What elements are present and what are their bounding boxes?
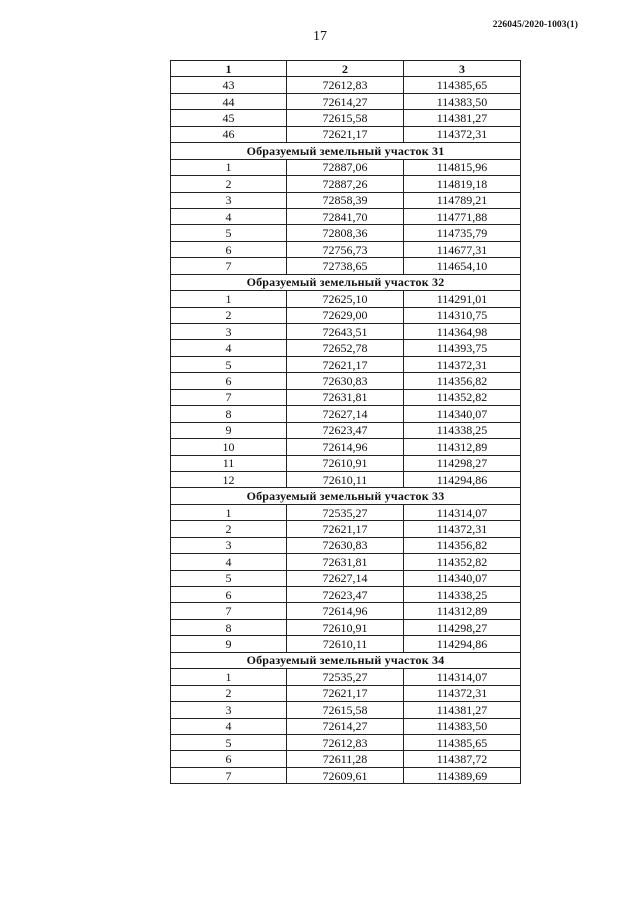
point-number-cell: 7 <box>171 389 287 405</box>
table-row <box>171 77 521 93</box>
point-number-cell: 2 <box>171 521 287 537</box>
table-row <box>171 570 521 586</box>
table-row <box>171 307 521 323</box>
y-coordinate-cell: 114314,07 <box>404 504 521 520</box>
y-coordinate-cell: 114338,25 <box>404 587 521 603</box>
x-coordinate-cell: 72612,83 <box>287 77 404 93</box>
table-row <box>171 373 521 389</box>
page-number: 17 <box>313 29 327 44</box>
y-coordinate-cell: 114312,89 <box>404 439 521 455</box>
table-row <box>171 554 521 570</box>
y-coordinate-cell: 114338,25 <box>404 422 521 438</box>
coordinates-table-body <box>171 61 521 784</box>
x-coordinate-cell: 72610,91 <box>287 619 404 635</box>
x-coordinate-cell: 72630,83 <box>287 537 404 553</box>
point-number-cell: 4 <box>171 340 287 356</box>
y-coordinate-cell: 114387,72 <box>404 751 521 767</box>
point-number-cell: 7 <box>171 603 287 619</box>
y-coordinate-cell: 114771,88 <box>404 208 521 224</box>
table-row <box>171 619 521 635</box>
x-coordinate-cell: 72627,14 <box>287 570 404 586</box>
x-coordinate-cell: 72625,10 <box>287 291 404 307</box>
y-coordinate-cell: 114381,27 <box>404 110 521 126</box>
table-row <box>171 751 521 767</box>
y-coordinate-cell: 114372,31 <box>404 521 521 537</box>
point-number-cell: 2 <box>171 307 287 323</box>
x-coordinate-cell: 72629,00 <box>287 307 404 323</box>
section-title-row <box>171 274 521 290</box>
y-coordinate-cell: 114372,31 <box>404 356 521 372</box>
table-row <box>171 685 521 701</box>
table-row <box>171 767 521 783</box>
y-coordinate-cell: 114383,50 <box>404 718 521 734</box>
table-row <box>171 603 521 619</box>
point-number-cell: 46 <box>171 126 287 142</box>
y-coordinate-cell: 114312,89 <box>404 603 521 619</box>
table-row <box>171 340 521 356</box>
y-coordinate-cell: 114815,96 <box>404 159 521 175</box>
point-number-cell: 9 <box>171 422 287 438</box>
table-header-row <box>171 61 521 77</box>
point-number-cell: 2 <box>171 176 287 192</box>
point-number-cell: 6 <box>171 373 287 389</box>
point-number-cell: 2 <box>171 685 287 701</box>
x-coordinate-cell: 72535,27 <box>287 669 404 685</box>
table-row <box>171 734 521 750</box>
y-coordinate-cell: 114389,69 <box>404 767 521 783</box>
table-row <box>171 471 521 487</box>
x-coordinate-cell: 72621,17 <box>287 356 404 372</box>
point-number-cell: 5 <box>171 734 287 750</box>
y-coordinate-cell: 114677,31 <box>404 241 521 257</box>
x-coordinate-cell: 72611,28 <box>287 751 404 767</box>
x-coordinate-cell: 72631,81 <box>287 554 404 570</box>
x-coordinate-cell: 72630,83 <box>287 373 404 389</box>
section-title: Образуемый земельный участок 34 <box>171 652 521 668</box>
x-coordinate-cell: 72610,11 <box>287 636 404 652</box>
x-coordinate-cell: 72615,58 <box>287 702 404 718</box>
point-number-cell: 6 <box>171 241 287 257</box>
table-row <box>171 537 521 553</box>
table-row <box>171 324 521 340</box>
x-coordinate-cell: 72614,96 <box>287 439 404 455</box>
y-coordinate-cell: 114385,65 <box>404 77 521 93</box>
y-coordinate-cell: 114372,31 <box>404 685 521 701</box>
point-number-cell: 1 <box>171 669 287 685</box>
x-coordinate-cell: 72756,73 <box>287 241 404 257</box>
section-title: Образуемый земельный участок 33 <box>171 488 521 504</box>
y-coordinate-cell: 114294,86 <box>404 636 521 652</box>
point-number-cell: 3 <box>171 702 287 718</box>
point-number-cell: 4 <box>171 718 287 734</box>
table-row <box>171 258 521 274</box>
x-coordinate-cell: 72621,17 <box>287 685 404 701</box>
header-cell-2: 2 <box>287 61 404 77</box>
x-coordinate-cell: 72738,65 <box>287 258 404 274</box>
x-coordinate-cell: 72627,14 <box>287 406 404 422</box>
x-coordinate-cell: 72623,47 <box>287 587 404 603</box>
point-number-cell: 8 <box>171 619 287 635</box>
y-coordinate-cell: 114294,86 <box>404 471 521 487</box>
x-coordinate-cell: 72621,17 <box>287 126 404 142</box>
x-coordinate-cell: 72631,81 <box>287 389 404 405</box>
point-number-cell: 3 <box>171 192 287 208</box>
x-coordinate-cell: 72614,27 <box>287 718 404 734</box>
point-number-cell: 9 <box>171 636 287 652</box>
table-row <box>171 291 521 307</box>
x-coordinate-cell: 72610,11 <box>287 471 404 487</box>
y-coordinate-cell: 114381,27 <box>404 702 521 718</box>
table-row <box>171 159 521 175</box>
coordinates-table <box>170 60 521 784</box>
point-number-cell: 6 <box>171 751 287 767</box>
x-coordinate-cell: 72612,83 <box>287 734 404 750</box>
y-coordinate-cell: 114654,10 <box>404 258 521 274</box>
point-number-cell: 5 <box>171 570 287 586</box>
y-coordinate-cell: 114314,07 <box>404 669 521 685</box>
table-row <box>171 126 521 142</box>
table-row <box>171 718 521 734</box>
y-coordinate-cell: 114356,82 <box>404 373 521 389</box>
point-number-cell: 45 <box>171 110 287 126</box>
x-coordinate-cell: 72858,39 <box>287 192 404 208</box>
table-row <box>171 110 521 126</box>
point-number-cell: 3 <box>171 324 287 340</box>
y-coordinate-cell: 114372,31 <box>404 126 521 142</box>
table-row <box>171 455 521 471</box>
y-coordinate-cell: 114364,98 <box>404 324 521 340</box>
table-row <box>171 587 521 603</box>
table-row <box>171 208 521 224</box>
x-coordinate-cell: 72621,17 <box>287 521 404 537</box>
x-coordinate-cell: 72614,96 <box>287 603 404 619</box>
y-coordinate-cell: 114819,18 <box>404 176 521 192</box>
y-coordinate-cell: 114789,21 <box>404 192 521 208</box>
y-coordinate-cell: 114393,75 <box>404 340 521 356</box>
table-row <box>171 241 521 257</box>
table-row <box>171 356 521 372</box>
point-number-cell: 1 <box>171 504 287 520</box>
x-coordinate-cell: 72652,78 <box>287 340 404 356</box>
table-row <box>171 521 521 537</box>
section-title-row <box>171 143 521 159</box>
table-row <box>171 192 521 208</box>
y-coordinate-cell: 114385,65 <box>404 734 521 750</box>
section-title: Образуемый земельный участок 31 <box>171 143 521 159</box>
y-coordinate-cell: 114298,27 <box>404 619 521 635</box>
y-coordinate-cell: 114310,75 <box>404 307 521 323</box>
x-coordinate-cell: 72643,51 <box>287 324 404 340</box>
x-coordinate-cell: 72609,61 <box>287 767 404 783</box>
table-row <box>171 504 521 520</box>
table-row <box>171 225 521 241</box>
point-number-cell: 10 <box>171 439 287 455</box>
y-coordinate-cell: 114383,50 <box>404 93 521 109</box>
point-number-cell: 6 <box>171 587 287 603</box>
point-number-cell: 3 <box>171 537 287 553</box>
x-coordinate-cell: 72887,26 <box>287 176 404 192</box>
y-coordinate-cell: 114352,82 <box>404 389 521 405</box>
point-number-cell: 7 <box>171 258 287 274</box>
y-coordinate-cell: 114298,27 <box>404 455 521 471</box>
y-coordinate-cell: 114340,07 <box>404 406 521 422</box>
document-code: 226045/2020-1003(1) <box>492 20 578 30</box>
x-coordinate-cell: 72615,58 <box>287 110 404 126</box>
point-number-cell: 5 <box>171 356 287 372</box>
y-coordinate-cell: 114340,07 <box>404 570 521 586</box>
point-number-cell: 7 <box>171 767 287 783</box>
table-row <box>171 702 521 718</box>
table-row <box>171 439 521 455</box>
x-coordinate-cell: 72808,36 <box>287 225 404 241</box>
x-coordinate-cell: 72610,91 <box>287 455 404 471</box>
y-coordinate-cell: 114291,01 <box>404 291 521 307</box>
point-number-cell: 4 <box>171 208 287 224</box>
table-row <box>171 636 521 652</box>
point-number-cell: 44 <box>171 93 287 109</box>
table-row <box>171 93 521 109</box>
table-row <box>171 406 521 422</box>
header-cell-3: 3 <box>404 61 521 77</box>
x-coordinate-cell: 72841,70 <box>287 208 404 224</box>
x-coordinate-cell: 72614,27 <box>287 93 404 109</box>
section-title-row <box>171 488 521 504</box>
header-cell-1: 1 <box>171 61 287 77</box>
table-row <box>171 389 521 405</box>
point-number-cell: 1 <box>171 291 287 307</box>
point-number-cell: 5 <box>171 225 287 241</box>
y-coordinate-cell: 114356,82 <box>404 537 521 553</box>
point-number-cell: 11 <box>171 455 287 471</box>
point-number-cell: 43 <box>171 77 287 93</box>
section-title-row <box>171 652 521 668</box>
table-row <box>171 176 521 192</box>
table-row <box>171 422 521 438</box>
point-number-cell: 12 <box>171 471 287 487</box>
y-coordinate-cell: 114735,79 <box>404 225 521 241</box>
x-coordinate-cell: 72887,06 <box>287 159 404 175</box>
x-coordinate-cell: 72623,47 <box>287 422 404 438</box>
point-number-cell: 8 <box>171 406 287 422</box>
point-number-cell: 4 <box>171 554 287 570</box>
table-row <box>171 669 521 685</box>
y-coordinate-cell: 114352,82 <box>404 554 521 570</box>
point-number-cell: 1 <box>171 159 287 175</box>
section-title: Образуемый земельный участок 32 <box>171 274 521 290</box>
x-coordinate-cell: 72535,27 <box>287 504 404 520</box>
